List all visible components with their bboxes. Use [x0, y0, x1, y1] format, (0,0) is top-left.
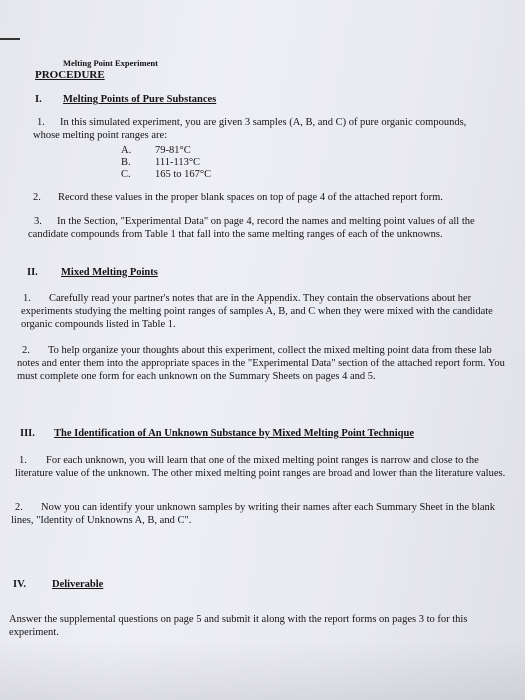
- section-2-item-2-number: 2.: [22, 345, 30, 356]
- section-3-heading: The Identification of An Unknown Substance by Mixed Melting Point Technique: [54, 428, 414, 439]
- section-1-numeral: I.: [35, 94, 42, 105]
- section-1-item-2-number: 2.: [33, 192, 41, 203]
- edge-mark: [0, 38, 20, 40]
- section-1-item-1-text: In this simulated experiment, you are given 3 samples (A, B, and C) of pure organic compounds, whose melting point ranges are:: [33, 117, 467, 142]
- section-4-text: Answer the supplemental questions on page 5 and submit it along with the report forms on pages 3 to for this experiment.: [9, 614, 468, 639]
- range-a-label: A.: [121, 145, 132, 156]
- range-b-value: 111-113°C: [155, 157, 201, 168]
- range-c-label: C.: [121, 169, 131, 180]
- document-title: Melting Point Experiment: [63, 58, 158, 68]
- section-3-numeral: III.: [20, 428, 35, 439]
- section-2-item-1-number: 1.: [23, 293, 31, 304]
- section-1-item-1-number: 1.: [37, 117, 45, 128]
- section-1-item-3-text: In the Section, "Experimental Data" on page 4, record the names and melting point values of all the candidate compounds from Table 1 that fall into the same melting ranges of each of the unknowns.: [28, 216, 475, 241]
- section-2-item-1-text: Carefully read your partner's notes that are in the Appendix. They contain the observations about her experiments studying the melting point ranges of samples A, B, and C when they were mixed with the candidate organic compounds listed in Table 1.: [21, 293, 493, 331]
- section-3-item-2-number: 2.: [15, 502, 23, 513]
- section-1-item-3-number: 3.: [34, 216, 42, 227]
- page-shadow: [0, 640, 525, 700]
- range-a-value: 79-81°C: [155, 145, 191, 156]
- section-4-numeral: IV.: [13, 579, 26, 590]
- section-3-item-2-text: Now you can identify your unknown samples by writing their names after each Summary Sheet in the blank lines, "Identity of Unknowns A, B, and C".: [11, 502, 496, 527]
- section-1-item-2-text: Record these values in the proper blank spaces on top of page 4 of the attached report form.: [58, 192, 443, 203]
- section-1-heading: Melting Points of Pure Substances: [63, 94, 217, 105]
- section-2-heading: Mixed Melting Points: [61, 267, 158, 278]
- procedure-heading: PROCEDURE: [35, 69, 105, 81]
- section-4-heading: Deliverable: [52, 579, 104, 590]
- section-3-item-1-number: 1.: [19, 455, 27, 466]
- section-2-item-2-text: To help organize your thoughts about this experiment, collect the mixed melting point data from these lab notes and enter them into the appropriate spaces in the "Experimental Data" section of the attached report form. You must complete one form for each unknown on the Summary Sheets on pages 4 and 5.: [17, 345, 505, 383]
- section-3-item-1-text: For each unknown, you will learn that one of the mixed melting point ranges is narrow and close to the literature value of the unknown. The other mixed melting point ranges are broad and lower than the literature values.: [15, 455, 506, 480]
- range-b-label: B.: [121, 157, 131, 168]
- section-2-numeral: II.: [27, 267, 38, 278]
- range-c-value: 165 to 167°C: [155, 169, 212, 180]
